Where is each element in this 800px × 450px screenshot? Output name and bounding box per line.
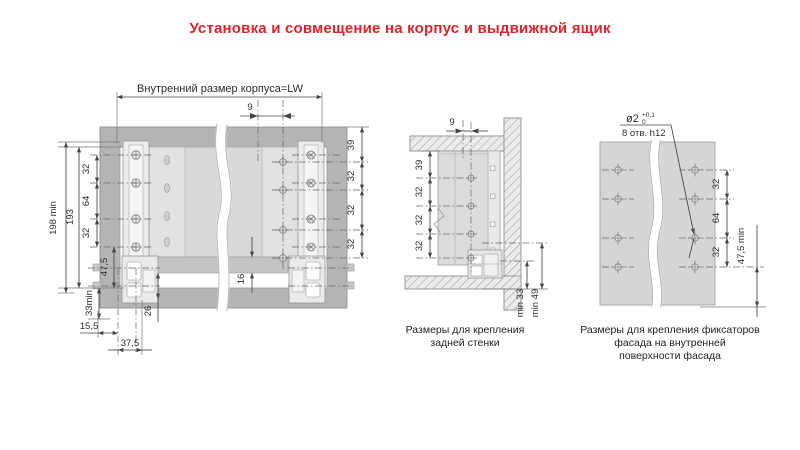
- caption-facade: [570, 324, 770, 363]
- page-title: Установка и совмещение на корпус и выдвижной ящик: [189, 20, 611, 37]
- caption-line: Размеры для крепления фиксаторов: [580, 324, 760, 336]
- dim-label-32c: 32: [414, 240, 425, 252]
- dim-label-32b: 32: [414, 214, 425, 226]
- dim-label-9: 9: [449, 117, 455, 128]
- dim-label-32a: 32: [414, 186, 425, 198]
- dim-label-32c: 32: [346, 170, 357, 182]
- dim-label-64: 64: [711, 212, 722, 224]
- dim-label-32a: 32: [81, 163, 92, 175]
- facade-panel: [600, 140, 715, 307]
- dim-label-37-5: 37,5: [120, 338, 140, 349]
- drawing-back-wall-section: [395, 110, 560, 325]
- caption-line: поверхности фасада: [619, 350, 721, 362]
- slide-rail-right: [298, 141, 324, 268]
- dim-label-min49: min 49: [530, 288, 541, 318]
- dim-label-47-5: 47,5: [99, 257, 110, 277]
- dim-label-193: 193: [65, 209, 76, 225]
- slide-section: [468, 250, 502, 278]
- dim-label-9: 9: [247, 102, 253, 113]
- dimension-9: [240, 102, 295, 119]
- back-wall-panel: [434, 151, 500, 265]
- dimension-left-chain: [81, 155, 97, 247]
- dim-label-lw: Внутренний размер корпуса=LW: [137, 83, 303, 95]
- caption-back-wall: [382, 324, 548, 350]
- caption-line: фасада на внутренней: [614, 337, 726, 349]
- dim-label-39: 39: [346, 139, 357, 151]
- drawing-facade-holes: [575, 100, 775, 325]
- hole-tolerance-upper: +0,1: [642, 112, 655, 119]
- caption-line: задней стенки: [430, 337, 500, 349]
- caption-line: Размеры для крепления: [405, 324, 525, 336]
- dim-label-15-5: 15,5: [79, 321, 99, 332]
- dim-label-198min: 198 min: [48, 201, 59, 235]
- dim-label-33min: 33min: [84, 290, 95, 316]
- dim-label-26: 26: [143, 305, 154, 317]
- hole-diameter-label: ø2: [626, 113, 639, 125]
- dim-label-32e: 32: [346, 238, 357, 250]
- slide-rail-left: [123, 141, 149, 268]
- dim-label-min33: min 33: [515, 288, 526, 318]
- dim-label-16: 16: [236, 273, 247, 285]
- dim-label-32b: 32: [81, 227, 92, 239]
- dim-label-32b: 32: [711, 246, 722, 258]
- drawing-cabinet-top-view: [40, 78, 385, 370]
- dim-label-47-5-min: 47,5 min: [736, 227, 747, 265]
- dimension-9: [446, 117, 488, 134]
- dimension-left-chain: [414, 151, 440, 258]
- hole-tolerance-lower: 0: [642, 119, 646, 126]
- hole-count-label: 8 отв. h12: [622, 128, 666, 139]
- dim-label-32d: 32: [346, 204, 357, 216]
- dim-label-39: 39: [414, 159, 425, 171]
- dim-label-64: 64: [81, 195, 92, 207]
- dim-label-32a: 32: [711, 178, 722, 190]
- dimension-right-chain: [346, 127, 369, 258]
- dimension-right-chain: [711, 170, 727, 267]
